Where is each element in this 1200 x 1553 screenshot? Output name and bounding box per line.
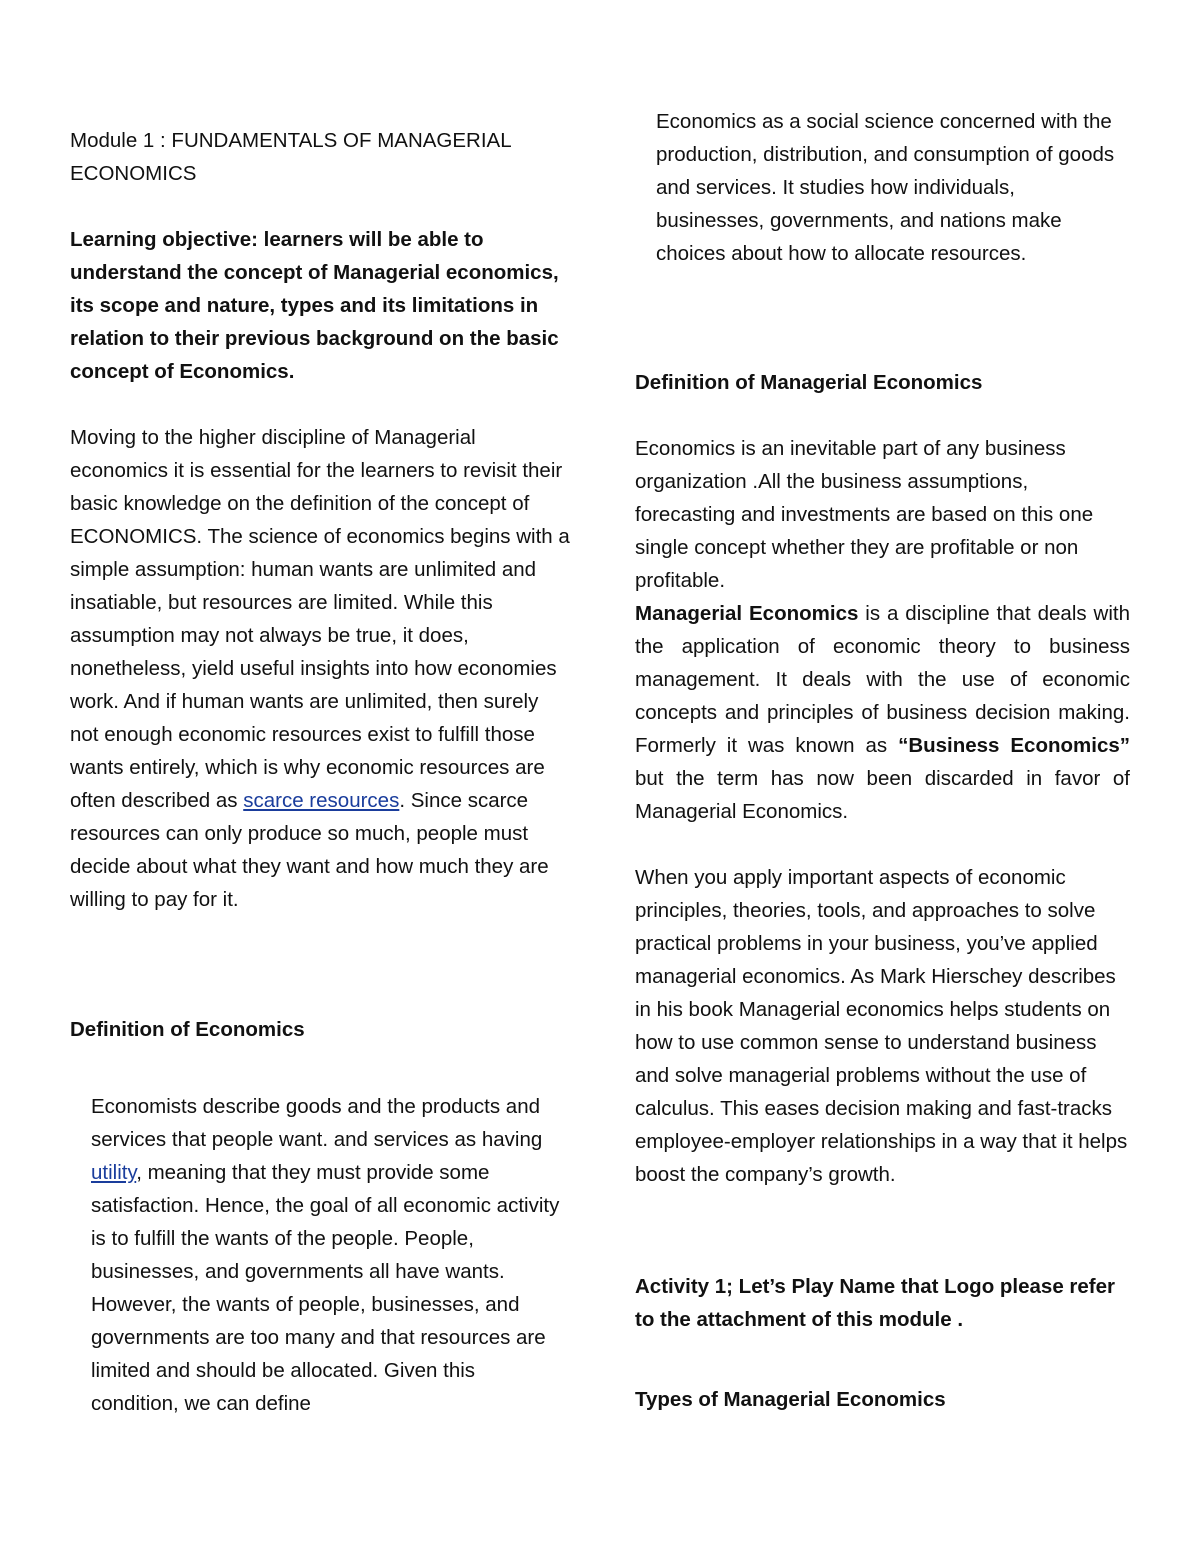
- managerial-economics-paragraph: Economics is an inevitable part of any business organization .All the business assumptions, forecasting and investments are based on this one single concept whether they are profitable or non profitable.: [635, 437, 1094, 592]
- managerial-economics-definition: [635, 597, 1130, 828]
- scarce-resources-link[interactable]: scarce resources: [243, 789, 400, 812]
- intro-paragraph: [70, 421, 570, 916]
- definition-text-continued: , meaning that they must provide some satisfaction. Hence, the goal of all economic activity is to fulfill the wants of the people. People, businesses, and governments all have wants. However, the wants of people, businesses, and governments are too many and that resources are limited and should be allocated. Given this condition, we can define: [91, 1161, 560, 1415]
- managerial-economics-term: Managerial Economics: [635, 602, 859, 625]
- utility-link[interactable]: utility: [91, 1161, 137, 1184]
- learning-objective: Learning objective: learners will be able to understand the concept of Managerial economics, its scope and nature, types and its limitations in relation to their previous background on the basic concept of Economics.: [70, 228, 559, 383]
- business-economics-term: “Business Economics”: [898, 734, 1130, 757]
- economics-definition-continuation: Economics as a social science concerned with the production, distribution, and consumption of goods and services. It studies how individuals, businesses, governments, and nations make choices about how to allocate resources.: [656, 110, 1115, 265]
- definition-body-end: but the term has now been discarded in favor of Managerial Economics.: [635, 767, 1130, 823]
- applied-managerial-economics-paragraph: When you apply important aspects of economic principles, theories, tools, and approaches to solve practical problems in your business, you’ve applied managerial economics. As Mark Hierschey describes in his book Managerial economics helps students on how to use common sense to understand business and solve managerial problems without the use of calculus. This eases decision making and fast-tracks employee-employer relationships in a way that it helps boost the company’s growth.: [635, 866, 1128, 1186]
- managerial-economics-heading: Definition of Managerial Economics: [635, 371, 983, 394]
- activity-instruction: Activity 1; Let’s Play Name that Logo please refer to the attachment of this module .: [635, 1275, 1116, 1331]
- module-title: [70, 124, 570, 190]
- intro-text-continued: . Since scarce resources can only produce so much, people must decide about what they want and how much they are willing to pay for it.: [70, 789, 549, 911]
- definition-text: Economists describe goods and the products and services that people want. and services as having: [91, 1095, 543, 1151]
- types-of-managerial-economics-heading: Types of Managerial Economics: [635, 1388, 946, 1411]
- intro-text: Moving to the higher discipline of Managerial economics it is essential for the learners to revisit their basic knowledge on the definition of the concept of ECONOMICS. The science of economics begins with a simple assumption: human wants are unlimited and insatiable, but resources are limited. While this assumption may not always be true, it does, nonetheless, yield useful insights into how economies work. And if human wants are unlimited, then surely not enough economic resources exist to fulfill those wants entirely, which is why economic resources are often described as: [70, 426, 570, 812]
- module-title-line2: ECONOMICS: [70, 162, 197, 185]
- definition-paragraph: [91, 1090, 561, 1420]
- module-title-line1: Module 1 : FUNDAMENTALS OF MANAGERIAL: [70, 129, 512, 152]
- definition-body: is a discipline that deals with the application of economic theory to business management. It deals with the use of economic concepts and principles of business decision making. Formerly it was known as: [635, 602, 1130, 757]
- definition-of-economics-heading: Definition of Economics: [70, 1018, 305, 1041]
